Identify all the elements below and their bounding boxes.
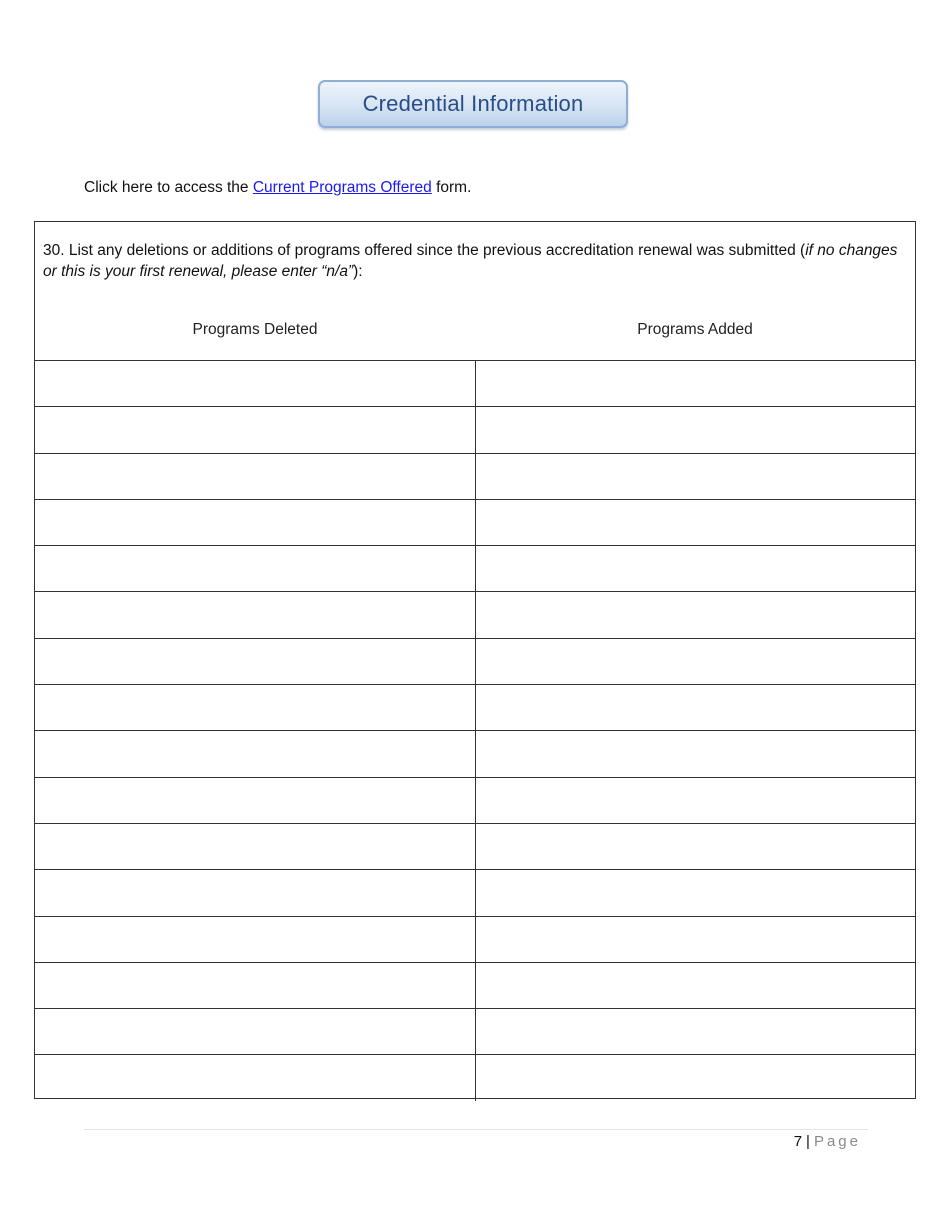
page-separator: | <box>806 1133 810 1150</box>
table-row <box>35 361 916 407</box>
intro-prefix: Click here to access the <box>84 179 253 196</box>
program-deleted-cell[interactable] <box>35 823 476 869</box>
programs-form-box <box>34 221 916 1099</box>
table-row <box>35 962 916 1008</box>
program-added-cell[interactable] <box>476 407 917 453</box>
program-added-cell[interactable] <box>476 962 917 1008</box>
question-text: 30. List any deletions or additions of programs offered since the previous accreditation renewal was submitted ( <box>43 242 806 259</box>
column-header-added: Programs Added <box>637 321 753 338</box>
table-row <box>35 823 916 869</box>
program-added-cell[interactable] <box>476 731 917 777</box>
table-row <box>35 870 916 916</box>
program-added-cell[interactable] <box>476 361 917 407</box>
program-deleted-cell[interactable] <box>35 870 476 916</box>
page-footer <box>794 1133 861 1150</box>
table-row <box>35 1055 916 1101</box>
footer-divider <box>84 1129 868 1130</box>
program-added-cell[interactable] <box>476 1055 917 1101</box>
table-row <box>35 777 916 823</box>
program-deleted-cell[interactable] <box>35 407 476 453</box>
program-deleted-cell[interactable] <box>35 731 476 777</box>
program-deleted-cell[interactable] <box>35 546 476 592</box>
table-row <box>35 407 916 453</box>
program-deleted-cell[interactable] <box>35 685 476 731</box>
table-row <box>35 731 916 777</box>
program-deleted-cell[interactable] <box>35 962 476 1008</box>
program-deleted-cell[interactable] <box>35 777 476 823</box>
program-deleted-cell[interactable] <box>35 453 476 499</box>
program-added-cell[interactable] <box>476 546 917 592</box>
program-deleted-cell[interactable] <box>35 1009 476 1055</box>
program-added-cell[interactable] <box>476 823 917 869</box>
program-added-cell[interactable] <box>476 916 917 962</box>
question-30 <box>43 240 903 282</box>
current-programs-link[interactable]: Current Programs Offered <box>252 179 432 196</box>
intro-suffix: form. <box>431 179 472 196</box>
program-deleted-cell[interactable] <box>35 592 476 638</box>
program-added-cell[interactable] <box>476 638 917 684</box>
intro-text <box>84 179 471 197</box>
table-row <box>35 546 916 592</box>
page-number: 7 <box>793 1133 803 1150</box>
program-added-cell[interactable] <box>476 1009 917 1055</box>
table-row <box>35 1009 916 1055</box>
column-header-deleted: Programs Deleted <box>192 321 318 338</box>
question-note: if no changes or this is your first renewal, please enter “n/a” <box>43 242 898 280</box>
program-added-cell[interactable] <box>476 499 917 545</box>
table-row <box>35 592 916 638</box>
program-deleted-cell[interactable] <box>35 916 476 962</box>
program-deleted-cell[interactable] <box>35 1055 476 1101</box>
program-added-cell[interactable] <box>476 870 917 916</box>
table-row <box>35 638 916 684</box>
page-label: Page <box>813 1133 861 1150</box>
program-deleted-cell[interactable] <box>35 499 476 545</box>
section-title: Credential Information <box>318 80 628 128</box>
program-deleted-cell[interactable] <box>35 638 476 684</box>
table-row <box>35 453 916 499</box>
question-end: ): <box>353 263 363 280</box>
program-added-cell[interactable] <box>476 453 917 499</box>
table-row <box>35 685 916 731</box>
programs-table <box>35 360 916 1101</box>
table-row <box>35 499 916 545</box>
program-added-cell[interactable] <box>476 592 917 638</box>
program-added-cell[interactable] <box>476 777 917 823</box>
table-row <box>35 916 916 962</box>
program-added-cell[interactable] <box>476 685 917 731</box>
program-deleted-cell[interactable] <box>35 361 476 407</box>
